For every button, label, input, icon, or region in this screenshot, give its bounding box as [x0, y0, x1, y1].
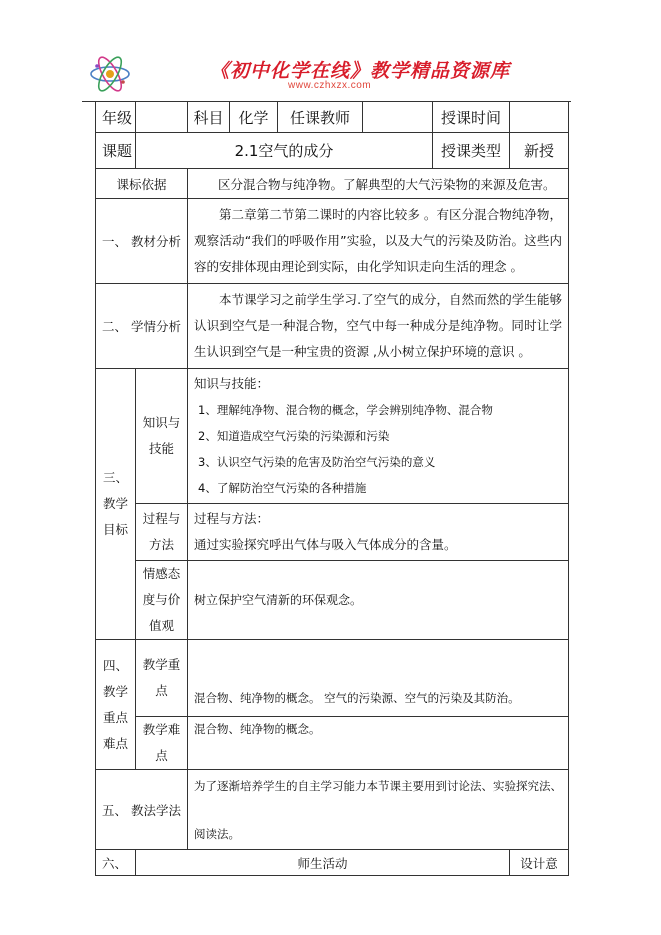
focus-text: 混合物、纯净物的概念。 空气的污染源、空气的污染及其防治。: [188, 640, 569, 717]
time-label: 授课时间: [433, 102, 510, 133]
activities-middle: 师生活动: [136, 850, 510, 876]
activities-row: [96, 850, 569, 876]
atom-logo-icon: [88, 52, 132, 96]
banner: [88, 50, 568, 100]
standard-row: [96, 169, 569, 199]
banner-title: 《初中化学在线》教学精品资源库: [210, 60, 511, 82]
header-rule: [82, 101, 571, 102]
type-value[interactable]: 新授: [510, 133, 569, 169]
knowledge-content: 知识与技能： 1、理解纯净物、混合物的概念，学会辨别纯净物、混合物 2、知道造成空气污染的污染源和污染 3、认识空气污染的危害及防治空气污染的意义 4、了解防治空气污染的各种措施: [188, 369, 569, 504]
focus-label: 教学重 点: [136, 640, 188, 717]
grade-label: 年级: [96, 102, 136, 133]
keypoints-focus-row: [96, 640, 569, 717]
teacher-value[interactable]: [363, 102, 433, 133]
time-value[interactable]: [510, 102, 569, 133]
activities-label: 六、: [96, 850, 136, 876]
topic-row: [96, 133, 569, 169]
process-content: 过程与方法： 通过实验探究呼出气体与吸入气体成分的含量。: [188, 504, 569, 561]
knowledge-label: 知识与 技能: [136, 369, 188, 504]
objectives-process-row: [96, 504, 569, 561]
type-label: 授课类型: [433, 133, 510, 169]
process-label: 过程与 方法: [136, 504, 188, 561]
learner-text: 本节课学习之前学生学习.了空气的成分，自然而然的学生能够认识到空气是一种混合物，空气中每一种成分是纯净物。同时让学生认识到空气是一种宝贵的资源 ,从小树立保护环境的意识 。: [188, 284, 569, 369]
list-item: 3、认识空气污染的危害及防治空气污染的意义: [198, 455, 436, 469]
learner-label: 二、 学情分析: [96, 284, 188, 369]
banner-url[interactable]: www.czhxzx.com: [288, 80, 372, 91]
textbook-row: [96, 199, 569, 284]
subject-label: 科目: [188, 102, 230, 133]
topic-value[interactable]: 2.1空气的成分: [136, 133, 433, 169]
standard-label: 课标依据: [96, 169, 188, 199]
learner-row: [96, 284, 569, 369]
teacher-label: 任课教师: [278, 102, 363, 133]
emotion-label: 情感态 度与价 值观: [136, 561, 188, 640]
textbook-label: 一、 教材分析: [96, 199, 188, 284]
header-row: [96, 102, 569, 133]
objectives-emotion-row: [96, 561, 569, 640]
objectives-label: 三、 教学 目标: [96, 369, 136, 640]
difficulty-text: 混合物、纯净物的概念。: [188, 717, 569, 770]
grade-value[interactable]: [136, 102, 188, 133]
standard-text: 区分混合物与纯净物。了解典型的大气污染物的来源及危害。: [188, 169, 569, 199]
methods-row: [96, 770, 569, 850]
subject-value[interactable]: 化学: [230, 102, 278, 133]
keypoints-label: 四、 教学 重点 难点: [96, 640, 136, 770]
methods-label: 五、 教法学法: [96, 770, 188, 850]
activities-right: 设计意: [510, 850, 569, 876]
list-item: 2、知道造成空气污染的污染源和污染: [198, 429, 390, 443]
methods-text: 为了逐渐培养学生的自主学习能力本节课主要用到讨论法、实验探究法、 阅读法。: [188, 770, 569, 850]
topic-label: 课题: [96, 133, 136, 169]
lesson-plan-table: [95, 101, 569, 876]
keypoints-difficulty-row: [96, 717, 569, 770]
emotion-content: 树立保护空气清新的环保观念。: [188, 561, 569, 640]
difficulty-label: 教学难 点: [136, 717, 188, 770]
textbook-text: 第二章第二节第二课时的内容比较多 。有区分混合物纯净物，观察活动“我们的呼吸作用”实验，以及大气的污染及防治。这些内容的安排体现由理论到实际，由化学知识走向生活的理念 。: [188, 199, 569, 284]
list-item: 4、了解防治空气污染的各种措施: [198, 481, 367, 495]
objectives-knowledge-row: [96, 369, 569, 504]
list-item: 1、理解纯净物、混合物的概念，学会辨别纯净物、混合物: [198, 403, 493, 417]
